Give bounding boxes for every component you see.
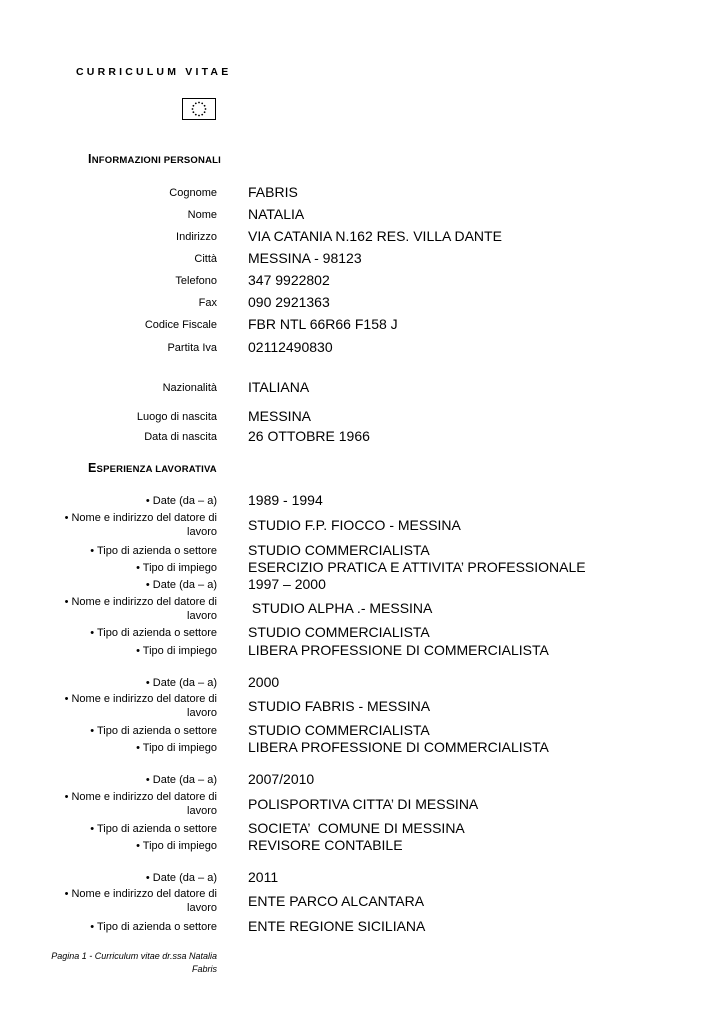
value-job-sector: STUDIO COMMERCIALISTA (248, 722, 430, 738)
label-job-sector: • Tipo di azienda o settore (90, 921, 217, 933)
label-nome: Nome (187, 209, 217, 221)
label-job-date: • Date (da – a) (145, 495, 217, 507)
page-footer (47, 950, 217, 976)
value-nome: NATALIA (248, 206, 305, 222)
value-data-nascita: 26 OTTOBRE 1966 (248, 428, 370, 444)
value-job-employer: ENTE PARCO ALCANTARA (248, 893, 425, 909)
value-codice-fiscale: FBR NTL 66R66 F158 J (248, 316, 398, 332)
label-job-type: • Tipo di impiego (136, 645, 217, 657)
eu-flag-icon (182, 98, 216, 120)
value-job-employer: STUDIO F.P. FIOCCO - MESSINA (248, 517, 461, 533)
value-job-employer: STUDIO FABRIS - MESSINA (248, 698, 431, 714)
label-job-type: • Tipo di impiego (136, 840, 217, 852)
value-job-type: REVISORE CONTABILE (248, 837, 403, 853)
section-heading-personal: INFORMAZIONI PERSONALI (88, 152, 221, 166)
label-job-type: • Tipo di impiego (136, 562, 217, 574)
value-luogo-nascita: MESSINA (248, 408, 312, 424)
value-fax: 090 2921363 (248, 294, 330, 310)
label-job-employer: • Nome e indirizzo del datore di lavoro (64, 693, 217, 719)
label-job-date: • Date (da – a) (145, 774, 217, 786)
label-job-employer: • Nome e indirizzo del datore di lavoro (64, 888, 217, 914)
value-job-type: LIBERA PROFESSIONE DI COMMERCIALISTA (248, 642, 549, 658)
label-indirizzo: Indirizzo (176, 231, 217, 243)
label-job-employer: • Nome e indirizzo del datore di lavoro (64, 791, 217, 817)
label-job-sector: • Tipo di azienda o settore (90, 627, 217, 639)
footer-line-2: Fabris (191, 964, 217, 974)
document-title: CURRICULUM VITAE (76, 66, 232, 78)
section-heading-work: ESPERIENZA LAVORATIVA (88, 461, 217, 475)
label-job-type: • Tipo di impiego (136, 742, 217, 754)
label-job-employer: • Nome e indirizzo del datore di lavoro (64, 512, 217, 538)
value-job-sector: ENTE REGIONE SICILIANA (248, 918, 426, 934)
value-job-date: 1989 - 1994 (248, 492, 323, 508)
label-citta: Città (194, 253, 217, 265)
value-job-sector: STUDIO COMMERCIALISTA (248, 542, 430, 558)
value-job-type: ESERCIZIO PRATICA E ATTIVITA’ PROFESSIONALE (248, 559, 586, 575)
label-job-sector: • Tipo di azienda o settore (90, 725, 217, 737)
value-cognome: FABRIS (248, 184, 298, 200)
value-job-date: 2011 (248, 869, 279, 885)
value-indirizzo: VIA CATANIA N.162 RES. VILLA DANTE (248, 228, 502, 244)
value-job-date: 2000 (248, 674, 280, 690)
footer-line-1: Pagina 1 - Curriculum vitae dr.ssa Natalia (51, 951, 217, 961)
value-citta: MESSINA - 98123 (248, 250, 362, 266)
label-job-sector: • Tipo di azienda o settore (90, 823, 217, 835)
value-job-date: 1997 – 2000 (248, 576, 326, 592)
value-job-sector: SOCIETA’ COMUNE DI MESSINA (248, 820, 465, 836)
label-fax: Fax (198, 297, 217, 309)
value-job-sector: STUDIO COMMERCIALISTA (248, 624, 430, 640)
value-telefono: 347 9922802 (248, 272, 330, 288)
value-job-employer: POLISPORTIVA CITTA’ DI MESSINA (248, 796, 479, 812)
label-data-nascita: Data di nascita (144, 431, 217, 443)
label-job-date: • Date (da – a) (145, 677, 217, 689)
label-partita-iva: Partita Iva (167, 342, 217, 354)
label-job-date: • Date (da – a) (145, 579, 217, 591)
value-job-type: LIBERA PROFESSIONE DI COMMERCIALISTA (248, 739, 549, 755)
label-job-employer: • Nome e indirizzo del datore di lavoro (64, 596, 217, 622)
value-partita-iva: 02112490830 (248, 339, 333, 355)
label-telefono: Telefono (175, 275, 217, 287)
label-nazionalita: Nazionalità (162, 382, 217, 394)
label-cognome: Cognome (169, 187, 217, 199)
value-job-date: 2007/2010 (248, 771, 315, 787)
value-nazionalita: ITALIANA (248, 379, 310, 395)
value-job-employer: STUDIO ALPHA .- MESSINA (248, 600, 433, 616)
label-job-date: • Date (da – a) (145, 872, 217, 884)
label-job-sector: • Tipo di azienda o settore (90, 545, 217, 557)
label-luogo-nascita: Luogo di nascita (136, 411, 217, 423)
label-codice-fiscale: Codice Fiscale (144, 319, 217, 331)
